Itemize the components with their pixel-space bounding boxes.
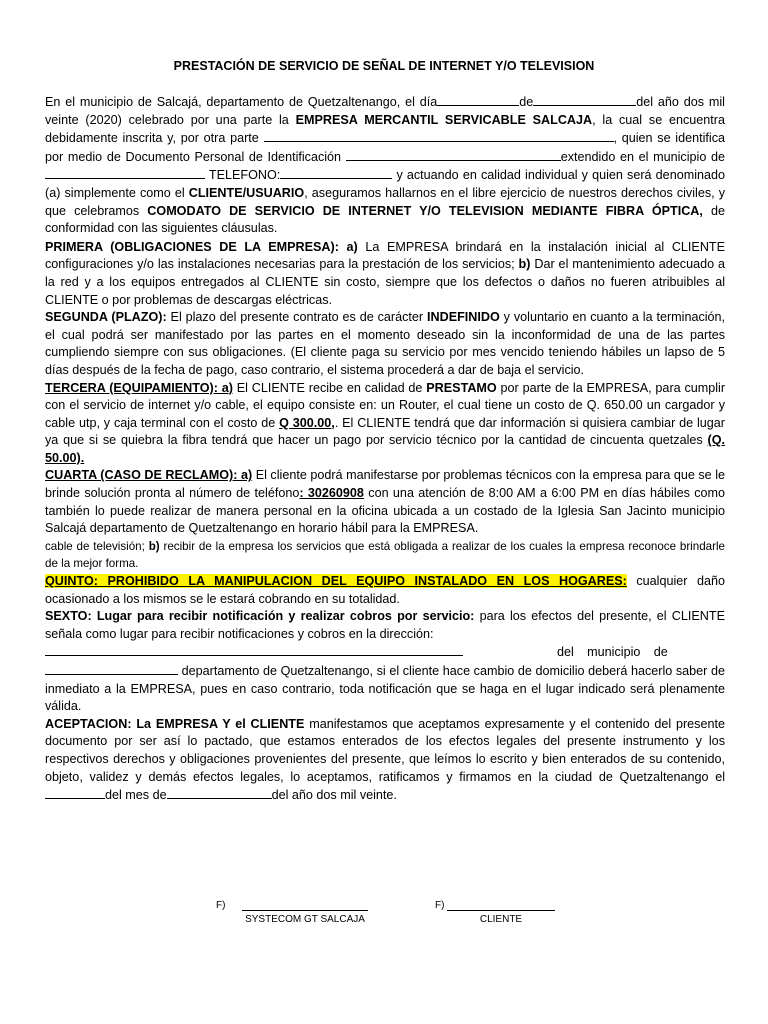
client-name-blank[interactable] bbox=[264, 129, 614, 142]
phone-blank[interactable] bbox=[280, 166, 392, 179]
clause-cuarta-b: cable de televisión; b) recibir de la empresa los servicios que está obligada a realizar de los cuales la empresa reconoce brindarle de la mejor forma. bbox=[45, 539, 725, 571]
client-signature-name: CLIENTE bbox=[479, 914, 523, 925]
clause-segunda: SEGUNDA (PLAZO): El plazo del presente contrato es de carácter INDEFINIDO y voluntario en cuanto a la terminación, el cual podrá ser manifestado por las partes en el momento deseado sin la inconformidad de una de las partes cumpliendo siempre con sus obligaciones. (El cliente paga su servicio por mes vencido teniendo hábiles un lapso de 5 días después de la fecha de pago, caso contrario, el sistema procederá a dar de baja el servicio. bbox=[45, 310, 726, 377]
contract-body bbox=[45, 93, 725, 805]
day-blank[interactable] bbox=[437, 93, 519, 106]
dpi-blank[interactable] bbox=[346, 148, 561, 161]
municipality-blank[interactable] bbox=[45, 166, 205, 179]
clause-cuarta: CUARTA (CASO DE RECLAMO): a) El cliente podrá manifestarse por problemas técnicos con la empresa para que se le brinde solución pronta al número de teléfono: 30260908 con una atención de 8:00 AM a 6:00 PM en días hábiles como también lo puede realizar de manera personal en la oficina ubicada a un costado de la Iglesia San Jacinto municipio Salcajá departamento de Quetzaltenango en horario hábil para la EMPRESA. bbox=[45, 468, 726, 536]
address-municipality-blank[interactable] bbox=[45, 662, 178, 675]
clause-primera: PRIMERA (OBLIGACIONES DE LA EMPRESA): a) La EMPRESA brindará en la instalación inicial al CLIENTE configuraciones y/o las instalaciones necesarias para la prestación de los servicios; b) Dar el mantenimiento adecuado a la red y a los equipos entregados al CLIENTE sin costo, siempre que los defectos o daños no fueren atribuibles al CLIENTE o por problemas de descargas eléctricas. bbox=[45, 239, 726, 307]
clause-aceptacion: ACEPTACION: La EMPRESA Y el CLIENTE manifestamos que aceptamos expresamente y el contenido del presente documento por ser así lo pactado, que estamos enterados de los efectos legales del presente instrumento y los respectivos derechos y obligaciones provenientes del presente, que leímos lo escrito y bien enterados de su contenido, objeto, validez y demás efectos legales, lo aceptamos, ratificamos y firmamos en la ciudad de Quetzaltenango el del mes de del año dos mil veinte. bbox=[45, 716, 725, 803]
company-name: EMPRESA MERCANTIL SERVICABLE SALCAJA bbox=[295, 112, 593, 127]
company-signature-line[interactable] bbox=[242, 898, 368, 911]
company-signature-name: SYSTECOM GT SALCAJA bbox=[245, 914, 365, 925]
company-signature-label: F) bbox=[216, 900, 226, 911]
client-signature-line[interactable] bbox=[447, 898, 555, 911]
sign-day-blank[interactable] bbox=[45, 786, 105, 799]
clause-sexto: SEXTO: Lugar para recibir notificación y realizar cobros por servicio: para los efectos del presente, el CLIENTE señala como lugar para recibir notificaciones y cobros en la dirección: del municipio de departamento de Quetzaltenango, si el cliente hace cambio de domicilio deberá hacerlo saber de inmediato a la EMPRESA, pues en caso contrario, toda notificación que se haga en el lugar indicado será plenamente válida. bbox=[45, 609, 726, 714]
intro-paragraph: En el municipio de Salcajá, departamento de Quetzaltenango, el día de del año dos mil veinte (2020) celebrado por una parte la EMPRESA MERCANTIL SERVICABLE SALCAJA, la cual se encuentra debidamente inscrita y, por otra parte , quien se identifica por medio de Documento Personal de Identificación extendido en el municipio de TELEFONO: y actuando en calidad individual y quien será denominado (a) simplemente como el CLIENTE/USUARIO, aseguramos hallarnos en el libre ejercicio de nuestros derechos civiles, y que celebramos COMODATO DE SERVICIO DE INTERNET Y/O TELEVISION MEDIANTE FIBRA ÓPTICA, de conformidad con las siguientes cláusulas. bbox=[45, 95, 726, 236]
clause-tercera: TERCERA (EQUIPAMIENTO): a) El CLIENTE recibe en calidad de PRESTAMO por parte de la EMPRESA, para cumplir con el servicio de internet y/o cable, el equipo consiste en: un Router, el cual tiene un costo de Q. 650.00 un cargador y cable utp, y caja terminal con el costo de Q 300.00,. El CLIENTE tendrá que dar información si quisiera cambiar de lugar ya que si se quiebra la fibra tendrá que hacer un pago por servicio técnico por la cantidad de cincuenta quetzales (Q. 50.00). bbox=[45, 380, 726, 465]
sign-month-blank[interactable] bbox=[167, 786, 272, 799]
address-blank[interactable] bbox=[45, 643, 463, 656]
client-signature-label: F) bbox=[435, 900, 445, 911]
document-title: PRESTACIÓN DE SERVICIO DE SEÑAL DE INTERNET Y/O TELEVISION bbox=[173, 59, 595, 73]
month-blank[interactable] bbox=[533, 93, 636, 106]
clause-quinto: QUINTO: PROHIBIDO LA MANIPULACION DEL EQUIPO INSTALADO EN LOS HOGARES: cualquier daño ocasionado a los mismos se le estará cobrando en su totalidad. bbox=[45, 574, 726, 606]
